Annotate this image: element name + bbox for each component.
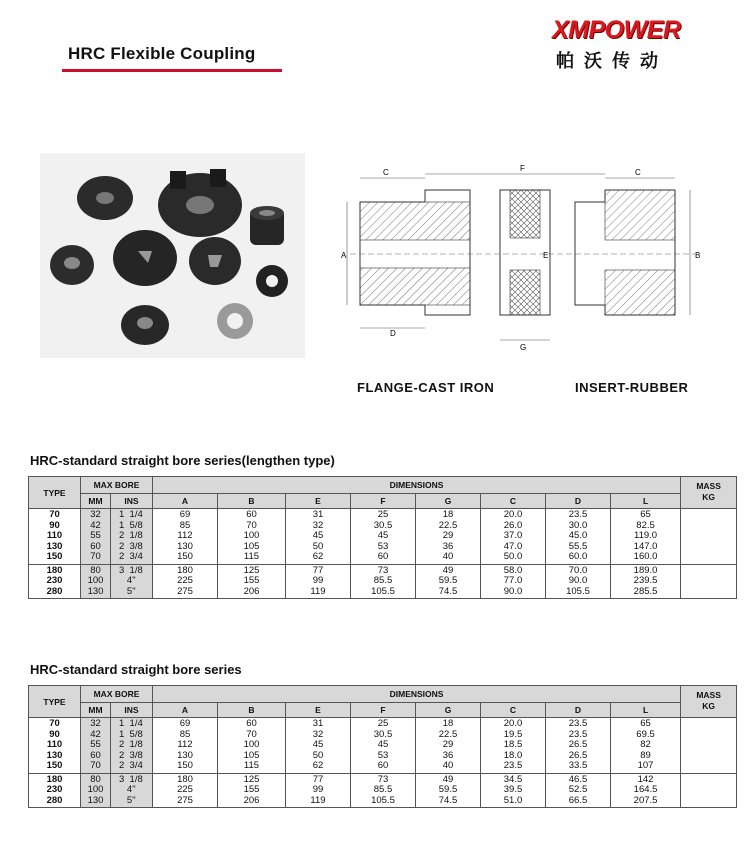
value: 85.5 [373,784,393,795]
cell-f [351,718,416,774]
value: 33.5 [568,760,588,771]
mass-label: MASS [696,690,721,700]
value: 23.5 [568,509,588,520]
max-bore-header: MAX BORE [81,477,153,494]
dim-e: E [543,251,549,260]
value: 150 [177,760,193,771]
value: 90.0 [503,585,523,597]
cell-a [153,509,218,565]
dim-col-header: A [153,703,218,718]
value: 58.0 [503,564,523,576]
value: 69.5 [636,728,655,740]
value: 53 [377,749,389,761]
value: 285.5 [633,585,658,597]
value: 112 [177,530,193,541]
dim-col-header: C [481,494,546,509]
value: 2 1/8 [119,530,143,541]
max-bore-header: MAX BORE [81,686,153,703]
cell-f [351,773,416,808]
cell-d [546,509,611,565]
value: 32 [312,519,324,531]
value: 110 [46,530,63,541]
cell-c [481,564,546,599]
value: 22.5 [438,519,458,531]
value: 59.5 [438,784,458,795]
value: 60 [246,718,257,729]
dim-d: D [390,329,396,338]
value: 20.0 [503,718,523,729]
dim-col-header: B [218,494,286,509]
value: 115 [243,551,260,562]
value: 206 [243,794,260,806]
value: 130 [46,540,63,552]
cell-l [611,773,681,808]
value: 66.5 [568,794,588,806]
value: 89 [640,749,651,761]
value: 155 [243,575,260,586]
value: 180 [46,773,63,785]
value: 51.0 [503,794,523,806]
value: 55 [90,530,101,541]
value: 50.0 [503,551,523,562]
brand-logo [552,16,712,78]
value: 40 [442,760,454,771]
value: 36 [442,749,454,761]
value: 55 [90,739,101,750]
value: 130 [46,749,63,761]
dim-col-header: L [611,494,681,509]
value: 60 [377,551,389,562]
cell-mass [681,718,737,774]
cell-mm [81,773,111,808]
value: 40 [442,551,454,562]
value: 2 3/8 [119,540,143,552]
value: 180 [177,564,193,576]
value: 206 [243,585,260,597]
cell-g [416,564,481,599]
value: 112 [177,739,193,750]
dim-col-header: E [286,494,351,509]
value: 18 [442,509,454,520]
value: 3 1/8 [119,773,143,785]
value: 99 [312,784,324,795]
value: 90 [49,728,60,740]
value: 207.5 [633,794,658,806]
spec-table-standard [28,685,737,808]
cell-mass [681,564,737,599]
cell-b [218,509,286,565]
value: 2 3/4 [119,760,143,771]
value: 42 [90,728,101,740]
table-row-group [29,564,737,599]
cell-ins [111,773,153,808]
cell-g [416,509,481,565]
cell-type [29,773,81,808]
value: 60 [246,509,257,520]
value: 275 [177,585,193,597]
value: 1 1/4 [119,718,143,729]
value: 73 [377,564,389,576]
value: 70 [246,519,257,531]
dim-col-header: C [481,703,546,718]
value: 70 [246,728,257,740]
value: 2 3/8 [119,749,143,761]
caption-flange: FLANGE-CAST IRON [357,380,495,395]
value: 39.5 [503,784,523,795]
value: 105.5 [566,585,590,597]
cell-b [218,718,286,774]
value: 49 [442,773,454,785]
cell-type [29,718,81,774]
value: 70 [49,718,60,729]
cell-e [286,718,351,774]
ins-header: INS [111,494,153,509]
brand-name-cn: 帕沃传动 [556,51,668,72]
value: 22.5 [438,728,458,740]
mass-label: MASS [696,481,721,491]
value: 1 5/8 [119,519,143,531]
value: 53 [377,540,389,552]
value: 5" [119,585,136,597]
value: 80 [90,564,101,576]
cell-a [153,564,218,599]
value: 23.5 [503,760,523,771]
value: 73 [377,773,389,785]
value: 26.5 [568,749,588,761]
value: 155 [243,784,260,795]
value: 225 [177,575,193,586]
dim-c-right: C [635,168,641,177]
value: 70 [90,551,101,562]
dim-g: G [520,343,527,352]
dim-col-header: F [351,494,416,509]
dim-col-header: G [416,494,481,509]
value: 59.5 [438,575,458,586]
mm-header: MM [81,494,111,509]
value: 45 [312,739,324,750]
cell-f [351,564,416,599]
cell-d [546,718,611,774]
cell-type [29,509,81,565]
table-row-group [29,509,737,565]
table-1-title: HRC-standard straight bore series(lengthen type) [30,453,335,468]
value: 25 [377,509,389,520]
cell-a [153,773,218,808]
value: 65 [640,509,651,520]
value: 119 [310,585,326,597]
value: 100 [87,784,104,795]
value: 4" [119,575,136,586]
dim-col-header: B [218,703,286,718]
cell-c [481,718,546,774]
value: 62 [312,760,324,771]
value: 280 [46,794,63,806]
cell-ins [111,718,153,774]
value: 1 1/4 [119,509,143,520]
value: 160.0 [633,551,658,562]
value: 30.5 [373,728,393,740]
product-photo [40,153,305,358]
kg-label: KG [702,492,715,502]
value: 82 [640,739,651,750]
value: 107 [637,760,654,771]
value: 180 [46,564,63,576]
value: 47.0 [503,540,523,552]
brand-name: XMPOWER [552,16,681,44]
value: 18 [442,718,454,729]
value: 23.5 [568,728,588,740]
value: 130 [177,749,193,761]
type-header: TYPE [29,686,81,718]
value: 23.5 [568,718,588,729]
cell-mm [81,718,111,774]
value: 77 [312,773,324,785]
dim-col-header: F [351,703,416,718]
dim-b: B [695,251,701,260]
value: 105.5 [371,794,395,806]
value: 36 [442,540,454,552]
mass-header [681,686,737,718]
value: 46.5 [568,773,588,785]
value: 100 [87,575,104,586]
value: 105 [243,749,260,761]
value: 119 [310,794,326,806]
value: 130 [87,585,104,597]
cell-mass [681,773,737,808]
cell-e [286,773,351,808]
dim-f: F [520,164,525,173]
value: 90 [49,519,60,531]
cell-c [481,773,546,808]
value: 30.5 [373,519,393,531]
value: 32 [90,718,101,729]
value: 150 [177,551,193,562]
kg-label: KG [702,701,715,711]
value: 49 [442,564,454,576]
cell-ins [111,509,153,565]
value: 30.0 [568,519,588,531]
cell-mass [681,509,737,565]
value: 225 [177,784,193,795]
value: 42 [90,519,101,531]
value: 29 [442,530,454,541]
value: 50 [312,540,324,552]
value: 60.0 [568,551,588,562]
value: 77.0 [503,575,523,586]
value: 5" [119,794,136,806]
value: 45 [312,530,324,541]
value: 110 [46,739,63,750]
value: 150 [46,760,63,771]
dimensions-header: DIMENSIONS [153,477,681,494]
value: 31 [312,718,324,729]
caption-insert: INSERT-RUBBER [575,380,689,395]
value: 2 3/4 [119,551,143,562]
cell-l [611,564,681,599]
value: 60 [377,760,389,771]
value: 85 [179,728,191,740]
cell-type [29,564,81,599]
dim-col-header: D [546,703,611,718]
coupling-drawing [335,160,715,355]
table-row-group [29,773,737,808]
cell-g [416,718,481,774]
dim-col-header: A [153,494,218,509]
value: 130 [177,540,193,552]
value: 74.5 [438,794,458,806]
value: 119.0 [634,530,658,541]
value: 45.0 [568,530,588,541]
value: 18.5 [503,739,523,750]
value: 70 [49,509,60,520]
value: 142 [637,773,654,785]
value: 18.0 [503,749,523,761]
value: 164.5 [633,784,658,795]
value: 26.0 [503,519,523,531]
value: 280 [46,585,63,597]
cell-e [286,509,351,565]
type-header: TYPE [29,477,81,509]
value: 125 [243,564,260,576]
value: 65 [640,718,651,729]
value: 85 [179,519,191,531]
value: 74.5 [438,585,458,597]
value: 37.0 [503,530,523,541]
value: 32 [90,509,101,520]
value: 90.0 [568,575,588,586]
value: 275 [177,794,193,806]
cell-c [481,509,546,565]
dim-a: A [341,251,347,260]
cell-e [286,564,351,599]
value: 82.5 [636,519,655,531]
value: 52.5 [568,784,588,795]
dim-col-header: L [611,703,681,718]
value: 45 [377,530,389,541]
cell-f [351,509,416,565]
cell-l [611,718,681,774]
value: 50 [312,749,324,761]
value: 100 [243,530,260,541]
dim-col-header: E [286,703,351,718]
value: 20.0 [503,509,523,520]
dimensions-header: DIMENSIONS [153,686,681,703]
dim-c-left: C [383,168,389,177]
cell-g [416,773,481,808]
ins-header: INS [111,703,153,718]
value: 29 [442,739,454,750]
value: 26.5 [568,739,588,750]
spec-table-lengthen [28,476,737,599]
value: 2 1/8 [119,739,143,750]
cell-d [546,564,611,599]
value: 55.5 [568,540,588,552]
value: 25 [377,718,389,729]
value: 1 5/8 [119,728,143,740]
cell-mm [81,564,111,599]
cell-d [546,773,611,808]
mm-header: MM [81,703,111,718]
value: 100 [243,739,260,750]
value: 239.5 [633,575,658,586]
table-row-group [29,718,737,774]
page-title: HRC Flexible Coupling [68,44,256,63]
value: 69 [179,718,191,729]
dim-col-header: G [416,703,481,718]
value: 180 [177,773,193,785]
value: 70.0 [568,564,588,576]
value: 77 [312,564,324,576]
cell-ins [111,564,153,599]
cell-b [218,773,286,808]
value: 31 [312,509,324,520]
value: 3 1/8 [119,564,143,576]
value: 60 [90,749,101,761]
value: 34.5 [503,773,523,785]
value: 150 [46,551,63,562]
value: 130 [87,794,104,806]
title-underline [62,69,282,72]
cell-l [611,509,681,565]
value: 70 [90,760,101,771]
value: 4" [119,784,136,795]
value: 189.0 [633,564,658,576]
value: 62 [312,551,324,562]
value: 147.0 [633,540,658,552]
value: 125 [243,773,260,785]
value: 115 [243,760,260,771]
dim-col-header: D [546,494,611,509]
value: 230 [46,575,63,586]
value: 45 [377,739,389,750]
value: 99 [312,575,324,586]
value: 60 [90,540,101,552]
value: 230 [46,784,63,795]
value: 80 [90,773,101,785]
value: 69 [179,509,191,520]
value: 85.5 [373,575,393,586]
value: 32 [312,728,324,740]
value: 105 [243,540,260,552]
value: 105.5 [371,585,395,597]
mass-header [681,477,737,509]
value: 19.5 [503,728,523,740]
cell-a [153,718,218,774]
table-2-title: HRC-standard straight bore series [30,662,242,677]
cell-b [218,564,286,599]
cell-mm [81,509,111,565]
